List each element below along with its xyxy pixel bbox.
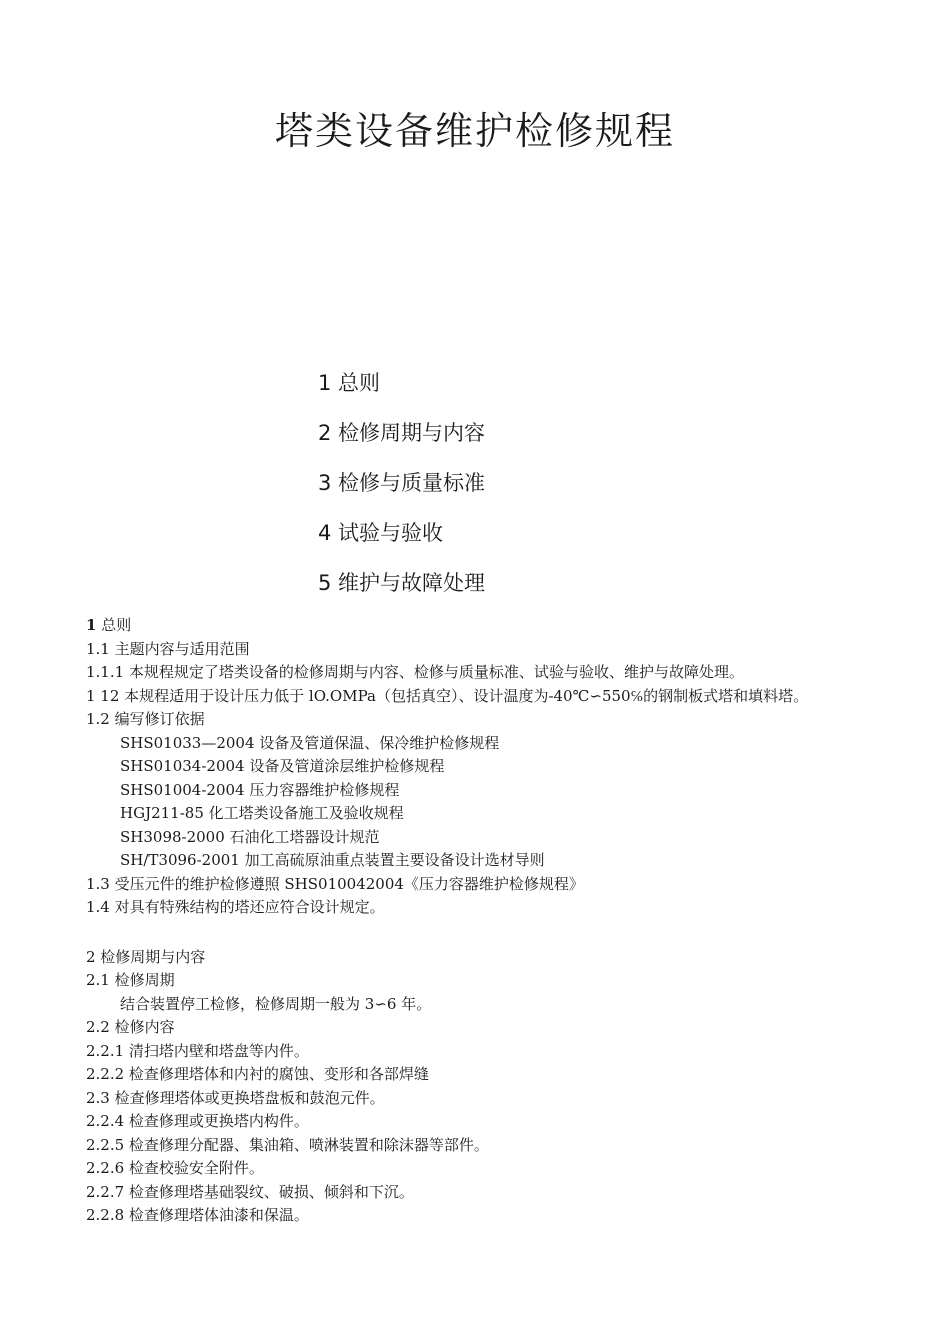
reference-item: SHS01034-2004 设备及管道涂层维护检修规程	[120, 757, 445, 775]
section-1-heading	[86, 614, 886, 638]
section-1-number: 1	[86, 616, 97, 634]
section-1-title: 总则	[96, 616, 132, 634]
clause-2-2-4: 2.2.4 检查修理或更换塔内构件。	[86, 1112, 309, 1130]
clause-1-1-2: 1 12 本规程适用于设计压力低于 lO.OMPa（包括真空）、设计温度为-40℃∽550℅的钢制板式塔和填料塔。	[86, 686, 809, 705]
reference-item: SH/T3096-2001 加工高硫原油重点装置主要设备设计选材导则	[120, 851, 545, 869]
clause-1-1: 1.1 主题内容与适用范围	[86, 639, 250, 658]
maintenance-period-text: 结合装置停工检修，检修周期一般为 3∽6 年。	[120, 994, 432, 1013]
section-spacer	[86, 920, 886, 946]
clause-2-2-1: 2.2.1 清扫塔内壁和塔盘等内件。	[86, 1041, 309, 1060]
reference-item: SHS01004-2004 压力容器维护检修规程	[120, 780, 400, 799]
section-2-heading: 2 检修周期与内容	[86, 947, 206, 966]
clause-1-1-1: 1.1.1 本规程规定了塔类设备的检修周期与内容、检修与质量标准、试验与验收、维护与故障处理。	[86, 663, 744, 681]
reference-item: HGJ211-85 化工塔类设备施工及验收规程	[120, 804, 404, 822]
clause-1-4: 1.4 对具有特殊结构的塔还应符合设计规定。	[86, 898, 385, 916]
toc-item-test-acceptance: 4 试验与验收	[318, 521, 444, 545]
toc-item-quality-standard: 3 检修与质量标准	[318, 471, 486, 495]
toc-item-cycle-content: 2 检修周期与内容	[318, 421, 486, 445]
clause-1-3: 1.3 受压元件的维护检修遵照 SHS010042004《压力容器维护检修规程》	[86, 874, 584, 893]
clause-2-3: 2.3 检查修理塔体或更换塔盘板和鼓泡元件。	[86, 1088, 385, 1107]
document-body	[86, 614, 886, 1228]
document-title: 塔类设备维护检修规程	[274, 109, 675, 153]
clause-2-2-2: 2.2.2 检查修理塔体和内衬的腐蚀、变形和各部焊缝	[86, 1065, 429, 1083]
clause-2-2-8: 2.2.8 检查修理塔体油漆和保温。	[86, 1206, 309, 1224]
clause-2-2: 2.2 检修内容	[86, 1018, 175, 1036]
reference-item: SHS01033—2004 设备及管道保温、保冷维护检修规程	[120, 733, 500, 752]
clause-2-1: 2.1 检修周期	[86, 971, 175, 989]
clause-2-2-6: 2.2.6 检查校验安全附件。	[86, 1159, 264, 1177]
clause-2-2-5: 2.2.5 检查修理分配器、集油箱、喷淋装置和除沫器等部件。	[86, 1135, 489, 1154]
clause-1-2: 1.2 编写修订依据	[86, 710, 205, 728]
table-of-contents	[318, 366, 485, 616]
reference-item: SH3098-2000 石油化工塔器设计规范	[120, 827, 380, 846]
clause-2-2-7: 2.2.7 检查修理塔基础裂纹、破损、倾斜和下沉。	[86, 1182, 414, 1201]
toc-item-general: 1 总则	[318, 371, 381, 395]
toc-item-maintenance-fault: 5 维护与故障处理	[318, 571, 486, 595]
